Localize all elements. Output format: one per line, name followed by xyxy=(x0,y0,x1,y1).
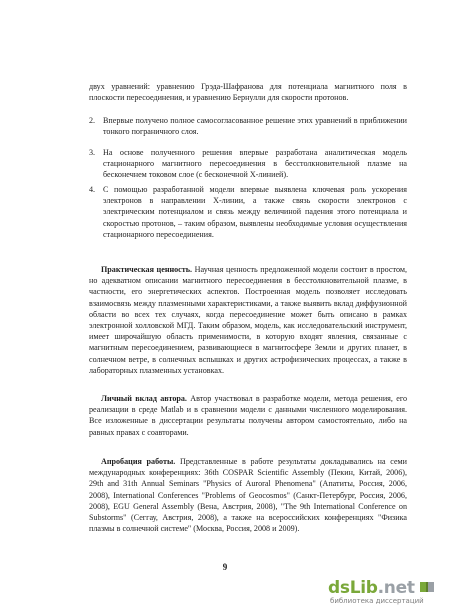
list-item-number: 4. xyxy=(89,185,96,194)
personal-contribution-heading: Личный вклад автора. xyxy=(101,394,187,403)
approbation-text: Представленные в работе результаты докладывались на семи международных конференциях: 36th COSPAR Scientific Assembly (Пекин, Китай, 2006), 29th and 31th Annual Seminars "Physics of Auroral Phenomena" (Апатиты, Россия, 2006, 2008), International Conferences "Problems of Geocosmos" (Санкт-Петербург, Россия, 2006, 2008), EGU General Assembly (Вена, Австрия, 2008), "The 9th International Conference on Substorms" (Сеггау, Австрия, 2008), а также на всероссийских конференциях "Физика плазмы в солнечной системе" (Москва, Россия, 2008 и 2009). xyxy=(89,457,407,534)
list-item-text: Впервые получено полное самосогласованное решение этих уравнений в приближении тонкого пограничного слоя. xyxy=(103,116,407,137)
approbation-paragraph xyxy=(89,456,407,534)
watermark xyxy=(328,578,446,606)
list-item-text: С помощью разработанной модели впервые выявлена ключевая роль ускорения электронов в направлении X-линии, а также связь скорости электронов с электрическим потенциалом и связь между величиной падения этого потенциала и скоростью протонов, – таким образом, выявлены необходимые условия осуществления стационарного пересоединения. xyxy=(103,185,407,239)
list-item-number: 2. xyxy=(89,116,96,125)
watermark-subtitle: библиотека диссертаций xyxy=(330,597,424,605)
intro-paragraph: двух уравнений: уравнению Грэда-Шафранова для потенциала магнитного поля в плоскости пересоединения, и уравнению Бернулли для скорости протонов. xyxy=(89,82,407,103)
page-number: 9 xyxy=(222,562,228,572)
practical-value-text: Научная ценность предложенной модели состоит в простом, но адекватном описании магнитного пересоединения в бесстолкновительной плазме, в частности, его энергетических аспектов. Построенная модель позволяет исследовать взаимосвязь между плазменными характеристиками, а также выявить вклад диффузионной области во всех тех случаях, когда пересоединение может быть описано в рамках электронной холловской МГД. Таким образом, модель, как исследовательский инструмент, имеет широчайшую область применимости, в которую входят явления, связанные с магнитным пересоединением, развивающиеся в магнитосфере Земли и других планет, в солнечном ветре, в солнечных вспышках и других астрофизических процессах, а также в лабораторных плазменных установках. xyxy=(89,265,407,375)
list-item-number: 3. xyxy=(89,148,96,157)
personal-contribution-text: Автор участвовал в разработке модели, метода решения, его реализации в среде Matlab и в сравнении модели с данными численного моделирования. Все изложенные в диссертации результаты получены автором самостоятельно, либо на равных правах с соавторами. xyxy=(89,394,407,437)
practical-value-heading: Практическая ценность. xyxy=(101,265,193,274)
personal-contribution-paragraph xyxy=(89,393,407,438)
watermark-logo: dsLib.net xyxy=(328,578,415,598)
book-icon xyxy=(419,579,435,595)
approbation-heading: Апробация работы. xyxy=(101,457,176,466)
practical-value-paragraph xyxy=(89,264,407,376)
list-item-text: На основе полученного решения впервые разработана аналитическая модель стационарного магнитного пересоединения в бесстолкновительной плазме на бесконечнем токовом слое (с бесконечной X-линией). xyxy=(103,148,407,180)
